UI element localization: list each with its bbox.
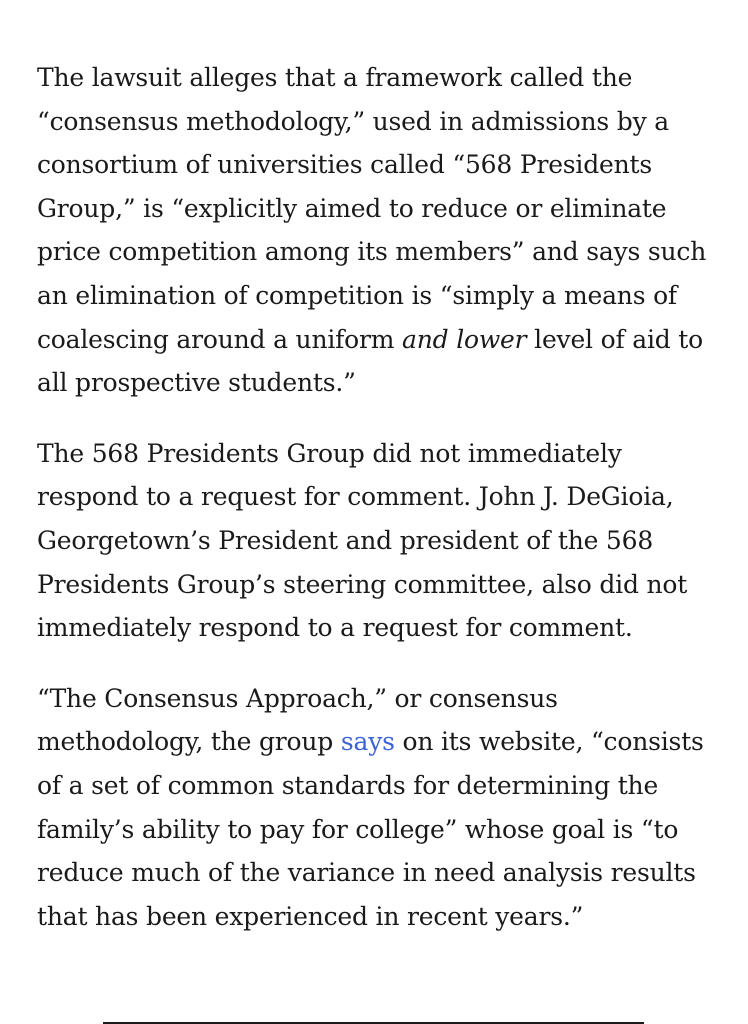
says-link[interactable]: says <box>340 727 395 757</box>
article-body <box>37 56 727 965</box>
paragraph-consensus-text-start: “The Consensus Approach,” or consensus methodology, the group <box>37 683 558 757</box>
paragraph-consensus-approach <box>37 677 727 939</box>
paragraph-lawsuit <box>37 56 727 405</box>
paragraph-lawsuit-text-end: level of aid to all prospective students.” <box>37 324 704 398</box>
paragraph-no-comment <box>37 432 727 650</box>
paragraph-consensus-text-end: on its website, “consists of a set of common standards for determining the family’s ability to pay for college” whose goal is “to reduce much of the variance in need analysis results that has been experienced in recent years.” <box>37 727 704 931</box>
paragraph-no-comment-text: The 568 Presidents Group did not immediately respond to a request for comment. John J. DeGioia, Georgetown’s President and president of the 568 Presidents Group’s steering committee, also did not immediately respond to a request for comment. <box>37 438 688 643</box>
emphasis-and-lower: and lower <box>402 324 527 354</box>
paragraph-lawsuit-text-start: The lawsuit alleges that a framework called the “consensus methodology,” used in admissions by a consortium of universities called “568 Presidents Group,” is “explicitly aimed to reduce or eliminate price competition among its members” and says such an elimination of competition is “simply a means of coalescing around a uniform <box>37 63 707 354</box>
